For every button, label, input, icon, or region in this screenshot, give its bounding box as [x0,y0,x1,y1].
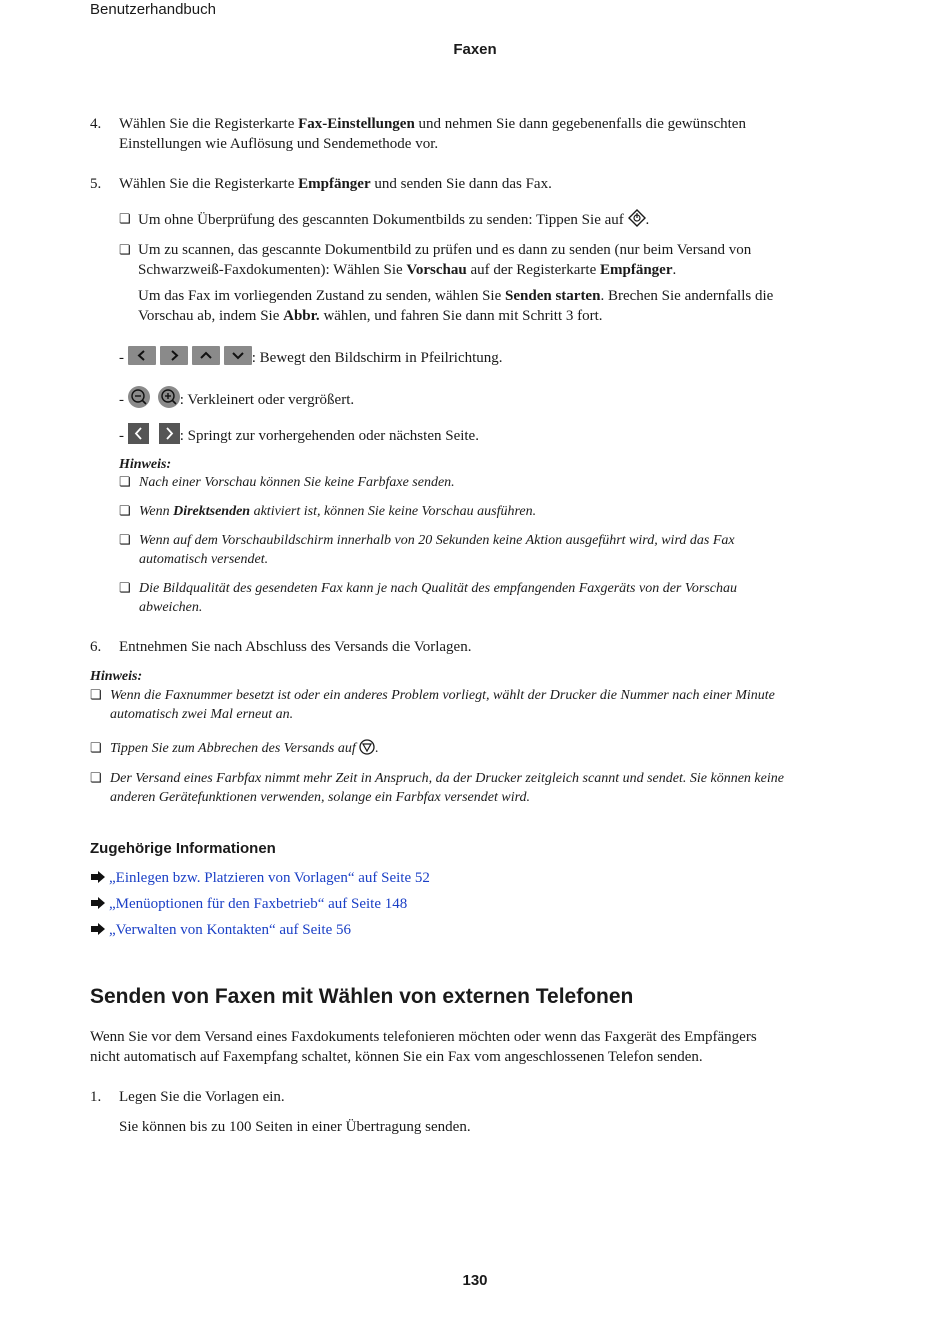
dash-item-arrows: - : Bewegt den Bildschirm in Pfeilrichtung. [119,346,503,368]
checkbox-bullet: ❏ [119,503,131,518]
step-number: 6. [90,639,102,655]
checkbox-bullet: ❏ [90,740,102,755]
note-label: Hinweis: [119,457,172,472]
previous-page-icon [128,423,149,444]
bullet-text: Um zu scannen, das gescannte Dokumentbild zu prüfen und es dann zu senden (nur beim Versand von Schwarzweiß-Faxdokumenten): Wählen Sie Vorschau auf der Registerkarte Empfänger. [138,242,752,278]
zoom-in-icon [158,386,180,408]
zoom-out-icon [128,386,150,408]
dash-item-zoom: - : Verkleinert oder vergrößert. [119,386,354,410]
checkbox-bullet: ❏ [119,580,131,595]
related-link[interactable]: „Menüoptionen für den Faxbetrieb“ auf Seite 148 [109,896,408,912]
arrow-right-icon [90,870,106,884]
note-item: Wenn Direktsenden aktiviert ist, können Sie keine Vorschau ausführen. [139,504,537,519]
running-header: Benutzerhandbuch [90,1,216,18]
note-label: Hinweis: [90,669,143,684]
arrow-right-icon [160,346,188,365]
page-number: 130 [462,1272,488,1289]
note-item: Die Bildqualität des gesendeten Fax kann je nach Qualität des empfangenden Faxgeräts von der Vorschau abweichen. [139,581,737,615]
note-item: Wenn auf dem Vorschaubildschirm innerhalb von 20 Sekunden keine Aktion ausgeführt wird, wird das Fax automatisch versendet. [139,533,735,567]
step-6-text: Entnehmen Sie nach Abschluss des Versands die Vorlagen. [119,639,472,655]
checkbox-bullet: ❏ [119,474,131,489]
related-link[interactable]: „Einlegen bzw. Platzieren von Vorlagen“ auf Seite 52 [109,870,430,886]
arrow-right-icon [90,896,106,910]
note-item: Der Versand eines Farbfax nimmt mehr Zeit in Anspruch, da der Drucker zeitgleich scannt und sendet. Sie können keine anderen Gerätefunktionen verwenden, solange ein Farbfax versendet wird. [110,771,784,805]
start-icon [628,209,646,227]
arrow-right-icon [90,922,106,936]
checkbox-bullet: ❏ [90,770,102,785]
related-info-heading: Zugehörige Informationen [90,840,276,857]
note-item: Nach einer Vorschau können Sie keine Farbfaxe senden. [139,475,455,490]
step-1-text: Legen Sie die Vorlagen ein. [119,1089,285,1105]
checkbox-bullet: ❏ [119,211,131,226]
step-number: 5. [90,176,102,192]
stop-icon [359,739,375,755]
arrow-down-icon [224,346,252,365]
checkbox-bullet: ❏ [119,532,131,547]
note-item: Wenn die Faxnummer besetzt ist oder ein anderes Problem vorliegt, wählt der Drucker die Nummer nach einer Minute automatisch zwei Mal erneut an. [110,688,775,722]
chapter-title: Faxen [453,41,497,58]
checkbox-bullet: ❏ [119,242,131,257]
checkbox-bullet: ❏ [90,687,102,702]
section-heading: Senden von Faxen mit Wählen von externen Telefonen [90,985,634,1008]
step-1-subtext: Sie können bis zu 100 Seiten in einer Übertragung senden. [119,1119,471,1135]
step-number: 1. [90,1089,102,1105]
dash-item-page-nav: - : Springt zur vorhergehenden oder nächsten Seite. [119,423,479,446]
arrow-left-icon [128,346,156,365]
step-4-text: Wählen Sie die Registerkarte Fax-Einstellungen und nehmen Sie dann gegebenenfalls die gewünschten Einstellungen wie Auflösung und Sendemethode vor. [119,116,746,152]
related-link[interactable]: „Verwalten von Kontakten“ auf Seite 56 [109,922,351,938]
step-5-text: Wählen Sie die Registerkarte Empfänger und senden Sie dann das Fax. [119,176,552,192]
step-number: 4. [90,116,102,132]
next-page-icon [159,423,180,444]
preview-paragraph: Um das Fax im vorliegenden Zustand zu senden, wählen Sie Senden starten. Brechen Sie andernfalls die Vorschau ab, indem Sie Abbr. wählen, und fahren Sie dann mit Schritt 3 fort. [138,288,774,324]
note-item: Tippen Sie zum Abbrechen des Versands auf . [110,741,379,756]
bullet-text: Um ohne Überprüfung des gescannten Dokumentbilds zu senden: Tippen Sie auf . [138,209,649,230]
arrow-up-icon [192,346,220,365]
section-intro: Wenn Sie vor dem Versand eines Faxdokuments telefonieren möchten oder wenn das Faxgerät des Empfängers nicht automatisch auf Faxempfang schaltet, können Sie ein Fax vom angeschlossenen Telefon senden. [90,1029,757,1065]
